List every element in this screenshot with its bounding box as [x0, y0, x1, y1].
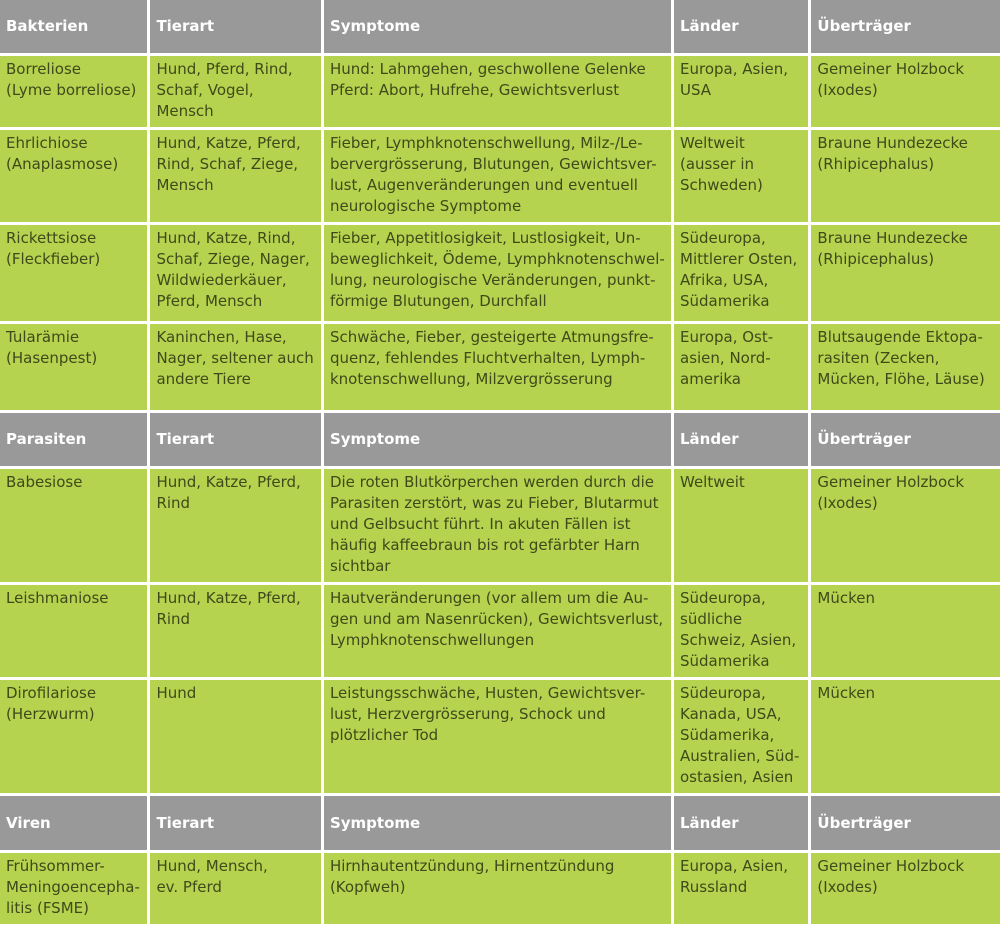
table-cell: Leistungsschwäche, Husten, Gewichtsver- lust, Herzvergrösserung, Schock und plötzlicher Tod — [324, 680, 671, 793]
table-cell: Hund, Pferd, Rind, Schaf, Vogel, Mensch — [150, 56, 321, 127]
table-cell: Südeuropa, südliche Schweiz, Asien, Südamerika — [674, 585, 808, 677]
section-header-parasiten — [0, 413, 1000, 466]
table-cell: Braune Hundezecke (Rhipicephalus) — [811, 225, 1000, 321]
header-cell-category: Bakterien — [0, 0, 147, 53]
header-cell-uebertraeger: Überträger — [811, 0, 1000, 53]
table-cell: Schwäche, Fieber, gesteigerte Atmungsfre- quenz, fehlendes Fluchtverhalten, Lymph- knotenschwellung, Milzvergrösserung — [324, 324, 671, 410]
table-cell: Babesiose — [0, 469, 147, 582]
table-cell: Europa, Asien, USA — [674, 56, 808, 127]
header-cell-uebertraeger: Überträger — [811, 413, 1000, 466]
table-row — [0, 585, 1000, 677]
header-cell-tierart: Tierart — [150, 796, 321, 850]
header-cell-symptome: Symptome — [324, 0, 671, 53]
table-cell: Hund, Mensch, ev. Pferd — [150, 853, 321, 924]
table-row — [0, 225, 1000, 321]
table-cell: Weltweit (ausser in Schweden) — [674, 130, 808, 222]
section-header-bakterien — [0, 0, 1000, 53]
table-cell: Dirofilariose (Herzwurm) — [0, 680, 147, 793]
table-cell: Kaninchen, Hase, Nager, seltener auch andere Tiere — [150, 324, 321, 410]
header-cell-uebertraeger: Überträger — [811, 796, 1000, 850]
table-cell: Europa, Asien, Russland — [674, 853, 808, 924]
table-cell: Weltweit — [674, 469, 808, 582]
table-row — [0, 853, 1000, 924]
header-cell-symptome: Symptome — [324, 796, 671, 850]
table-cell: Borreliose (Lyme borreliose) — [0, 56, 147, 127]
table-cell: Südeuropa, Kanada, USA, Südamerika, Australien, Süd- ostasien, Asien — [674, 680, 808, 793]
table-cell: Hautveränderungen (vor allem um die Au- gen und am Nasenrücken), Gewichtsverlust, Lymphknotenschwellungen — [324, 585, 671, 677]
table-row — [0, 469, 1000, 582]
table-cell: Hund: Lahmgehen, geschwollene Gelenke Pferd: Abort, Hufrehe, Gewichtsverlust — [324, 56, 671, 127]
table-cell: Leishmaniose — [0, 585, 147, 677]
table-row — [0, 324, 1000, 410]
table-cell: Gemeiner Holzbock (Ixodes) — [811, 56, 1000, 127]
table-cell: Braune Hundezecke (Rhipicephalus) — [811, 130, 1000, 222]
table-cell: Europa, Ost- asien, Nord- amerika — [674, 324, 808, 410]
table-cell: Gemeiner Holzbock (Ixodes) — [811, 469, 1000, 582]
section-header-viren — [0, 796, 1000, 850]
header-cell-laender: Länder — [674, 0, 808, 53]
table-cell: Blutsaugende Ektopa- rasiten (Zecken, Mücken, Flöhe, Läuse) — [811, 324, 1000, 410]
table-cell: Hirnhautentzündung, Hirnentzündung (Kopfweh) — [324, 853, 671, 924]
table-cell: Hund — [150, 680, 321, 793]
table-row — [0, 56, 1000, 127]
table-cell: Gemeiner Holzbock (Ixodes) — [811, 853, 1000, 924]
table-row — [0, 130, 1000, 222]
header-cell-category: Viren — [0, 796, 147, 850]
table-cell: Südeuropa, Mittlerer Osten, Afrika, USA, Südamerika — [674, 225, 808, 321]
header-cell-category: Parasiten — [0, 413, 147, 466]
table-row — [0, 680, 1000, 793]
header-cell-tierart: Tierart — [150, 0, 321, 53]
header-cell-laender: Länder — [674, 796, 808, 850]
header-cell-laender: Länder — [674, 413, 808, 466]
header-cell-tierart: Tierart — [150, 413, 321, 466]
table-cell: Hund, Katze, Pferd, Rind — [150, 469, 321, 582]
table-cell: Fieber, Appetitlosigkeit, Lustlosigkeit, Un- beweglichkeit, Ödeme, Lymphknotenschwel- lung, neurologische Veränderungen, punkt- förmige Blutungen, Durchfall — [324, 225, 671, 321]
table-cell: Rickettsiose (Fleckfieber) — [0, 225, 147, 321]
table-cell: Frühsommer- Meningoencepha- litis (FSME) — [0, 853, 147, 924]
table-cell: Mücken — [811, 680, 1000, 793]
table-cell: Hund, Katze, Pferd, Rind — [150, 585, 321, 677]
table-cell: Fieber, Lymphknotenschwellung, Milz-/Le- bervergrösserung, Blutungen, Gewichtsver- lust, Augenveränderungen und eventuell neurologische Symptome — [324, 130, 671, 222]
table-cell: Die roten Blutkörperchen werden durch die Parasiten zerstört, was zu Fieber, Blutarmut und Gelbsucht führt. In akuten Fällen ist häufig kaffeebraun bis rot gefärbter Harn sichtbar — [324, 469, 671, 582]
table-cell: Tularämie (Hasenpest) — [0, 324, 147, 410]
table-cell: Hund, Katze, Pferd, Rind, Schaf, Ziege, Mensch — [150, 130, 321, 222]
table-cell: Hund, Katze, Rind, Schaf, Ziege, Nager, Wildwiederkäuer, Pferd, Mensch — [150, 225, 321, 321]
table-cell: Mücken — [811, 585, 1000, 677]
header-cell-symptome: Symptome — [324, 413, 671, 466]
table-cell: Ehrlichiose (Anaplasmose) — [0, 130, 147, 222]
